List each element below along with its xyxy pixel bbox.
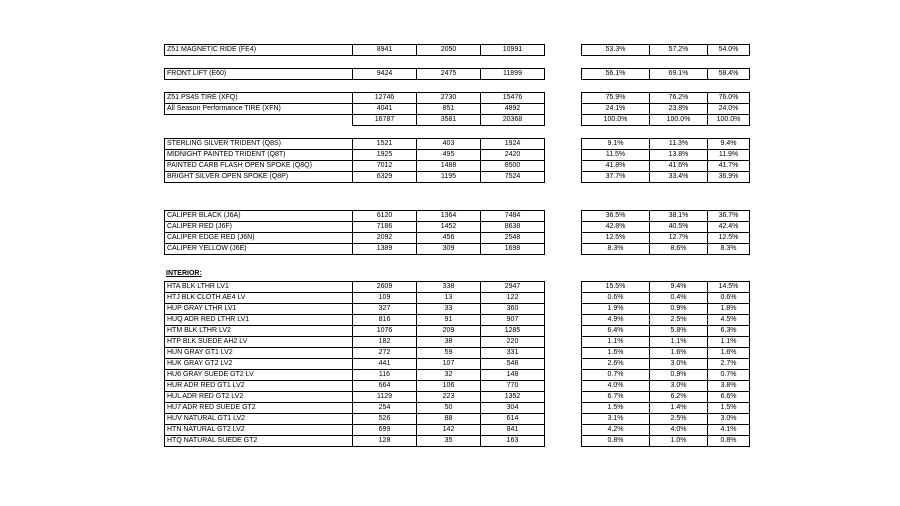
spacer-cell xyxy=(545,381,582,392)
percent-cell: 3.1% xyxy=(582,414,650,425)
percent-cell: 40.5% xyxy=(650,222,708,233)
spacer-cell xyxy=(545,150,582,161)
value-cell: 109 xyxy=(353,293,417,304)
value-cell: 1389 xyxy=(353,244,417,255)
table-row xyxy=(165,115,750,126)
value-cell: 182 xyxy=(353,337,417,348)
percent-cell: 36.9% xyxy=(708,172,750,183)
value-cell: 209 xyxy=(417,326,481,337)
value-cell: 50 xyxy=(417,403,481,414)
total-cell: 304 xyxy=(481,403,545,414)
spacer-cell xyxy=(545,370,582,381)
row-label: HUV NATURAL GT1 LV2 xyxy=(165,414,353,425)
table-row xyxy=(165,139,750,150)
percent-cell: 0.7% xyxy=(708,370,750,381)
spacer-cell xyxy=(545,348,582,359)
percent-cell: 1.4% xyxy=(650,403,708,414)
percent-cell: 4.0% xyxy=(650,425,708,436)
value-cell: 35 xyxy=(417,436,481,447)
value-cell: 664 xyxy=(353,381,417,392)
table-row xyxy=(165,381,750,392)
percent-cell: 9.4% xyxy=(650,282,708,293)
value-cell: 309 xyxy=(417,244,481,255)
value-cell: 338 xyxy=(417,282,481,293)
value-cell: 1488 xyxy=(417,161,481,172)
percent-cell: 13.8% xyxy=(650,150,708,161)
spacer-cell xyxy=(545,425,582,436)
value-cell: 456 xyxy=(417,233,481,244)
spacer-cell xyxy=(545,161,582,172)
percent-cell: 24.1% xyxy=(582,104,650,115)
percent-cell: 36.5% xyxy=(582,211,650,222)
total-cell: 10991 xyxy=(481,45,545,56)
table-row xyxy=(165,69,750,80)
row-label: FRONT LIFT (E60) xyxy=(165,69,353,80)
percent-cell: 8.3% xyxy=(708,244,750,255)
spacer-cell xyxy=(545,45,582,56)
row-label: HTM BLK LTHR LV2 xyxy=(165,326,353,337)
table-row xyxy=(165,282,750,293)
table-row xyxy=(165,304,750,315)
value-cell: 223 xyxy=(417,392,481,403)
total-cell: 7524 xyxy=(481,172,545,183)
total-cell: 8638 xyxy=(481,222,545,233)
percent-cell: 3.8% xyxy=(708,381,750,392)
value-cell: 1195 xyxy=(417,172,481,183)
percent-cell: 24.0% xyxy=(708,104,750,115)
value-cell: 16787 xyxy=(353,115,417,126)
total-cell: 11899 xyxy=(481,69,545,80)
percent-cell: 0.6% xyxy=(582,293,650,304)
spacer-cell xyxy=(545,222,582,233)
percent-cell: 33.4% xyxy=(650,172,708,183)
percent-cell: 0.4% xyxy=(650,293,708,304)
percent-cell: 0.9% xyxy=(650,304,708,315)
percent-cell: 6.7% xyxy=(582,392,650,403)
spacer-cell xyxy=(545,104,582,115)
percent-cell: 1.9% xyxy=(582,304,650,315)
total-cell: 1698 xyxy=(481,244,545,255)
value-cell: 441 xyxy=(353,359,417,370)
percent-cell: 14.5% xyxy=(708,282,750,293)
row-label: HTA BLK LTHR LV1 xyxy=(165,282,353,293)
percent-cell: 15.5% xyxy=(582,282,650,293)
percent-cell: 1.8% xyxy=(708,304,750,315)
total-cell: 614 xyxy=(481,414,545,425)
table-row xyxy=(165,150,750,161)
section-table-interior xyxy=(164,281,750,447)
percent-cell: 4.9% xyxy=(582,315,650,326)
percent-cell: 0.6% xyxy=(708,293,750,304)
percent-cell: 1.5% xyxy=(708,403,750,414)
spacer-cell xyxy=(545,244,582,255)
percent-cell: 0.8% xyxy=(708,436,750,447)
percent-cell: 5.8% xyxy=(650,326,708,337)
value-cell: 2092 xyxy=(353,233,417,244)
spacer-cell xyxy=(545,115,582,126)
spacer-cell xyxy=(545,172,582,183)
row-label: BRIGHT SILVER OPEN SPOKE (Q8P) xyxy=(165,172,353,183)
total-cell: 548 xyxy=(481,359,545,370)
value-cell: 2609 xyxy=(353,282,417,293)
percent-cell: 6.4% xyxy=(582,326,650,337)
percent-cell: 41.8% xyxy=(582,161,650,172)
value-cell: 1925 xyxy=(353,150,417,161)
table-row xyxy=(165,45,750,56)
percent-cell: 76.2% xyxy=(650,93,708,104)
total-cell: 15476 xyxy=(481,93,545,104)
table-row xyxy=(165,436,750,447)
row-label: HUQ ADR RED LTHR LV1 xyxy=(165,315,353,326)
value-cell: 33 xyxy=(417,304,481,315)
row-label: CALIPER YELLOW (J6E) xyxy=(165,244,353,255)
table-row xyxy=(165,425,750,436)
value-cell: 128 xyxy=(353,436,417,447)
percent-cell: 37.7% xyxy=(582,172,650,183)
row-label: Z51 PS4S TIRE (XFQ) xyxy=(165,93,353,104)
percent-cell: 58.4% xyxy=(708,69,750,80)
value-cell: 9424 xyxy=(353,69,417,80)
row-label: MIDNIGHT PAINTED TRIDENT (Q8T) xyxy=(165,150,353,161)
value-cell: 495 xyxy=(417,150,481,161)
value-cell: 851 xyxy=(417,104,481,115)
spacer-cell xyxy=(545,403,582,414)
row-label: HUN GRAY GT1 LV2 xyxy=(165,348,353,359)
total-cell: 841 xyxy=(481,425,545,436)
percent-cell: 41.6% xyxy=(650,161,708,172)
value-cell: 6120 xyxy=(353,211,417,222)
table-row xyxy=(165,348,750,359)
percent-cell: 23.8% xyxy=(650,104,708,115)
value-cell: 88 xyxy=(417,414,481,425)
value-cell: 7186 xyxy=(353,222,417,233)
spacer-cell xyxy=(545,414,582,425)
table-row xyxy=(165,172,750,183)
percent-cell: 2.6% xyxy=(582,359,650,370)
percent-cell: 57.2% xyxy=(650,45,708,56)
value-cell: 403 xyxy=(417,139,481,150)
percent-cell: 12.5% xyxy=(582,233,650,244)
row-label: HU6 GRAY SUEDE GT2 LV xyxy=(165,370,353,381)
percent-cell: 6.2% xyxy=(650,392,708,403)
percent-cell: 1.1% xyxy=(650,337,708,348)
value-cell: 59 xyxy=(417,348,481,359)
percent-cell: 0.9% xyxy=(650,370,708,381)
table-row xyxy=(165,359,750,370)
spacer-cell xyxy=(545,326,582,337)
percent-cell: 36.7% xyxy=(708,211,750,222)
table-row xyxy=(165,370,750,381)
value-cell: 12746 xyxy=(353,93,417,104)
percent-cell: 1.1% xyxy=(582,337,650,348)
row-label: HTP BLK SUEDE AH2 LV xyxy=(165,337,353,348)
percent-cell: 6.6% xyxy=(708,392,750,403)
total-cell: 8500 xyxy=(481,161,545,172)
value-cell: 1364 xyxy=(417,211,481,222)
row-label: HUR ADR RED GT1 LV2 xyxy=(165,381,353,392)
total-cell: 163 xyxy=(481,436,545,447)
percent-cell: 0.7% xyxy=(582,370,650,381)
table-row xyxy=(165,211,750,222)
interior-heading: INTERIOR: xyxy=(166,270,202,277)
spacer-cell xyxy=(545,315,582,326)
percent-cell: 9.4% xyxy=(708,139,750,150)
value-cell: 1452 xyxy=(417,222,481,233)
percent-cell: 9.1% xyxy=(582,139,650,150)
percent-cell: 0.8% xyxy=(582,436,650,447)
row-label: Z51 MAGNETIC RIDE (FE4) xyxy=(165,45,353,56)
percent-cell: 8.6% xyxy=(650,244,708,255)
spacer-cell xyxy=(545,233,582,244)
value-cell: 4041 xyxy=(353,104,417,115)
table-row xyxy=(165,337,750,348)
table-row xyxy=(165,326,750,337)
percent-cell: 3.0% xyxy=(650,359,708,370)
value-cell: 254 xyxy=(353,403,417,414)
value-cell: 38 xyxy=(417,337,481,348)
table-row xyxy=(165,222,750,233)
row-label xyxy=(165,115,353,126)
percent-cell: 42.8% xyxy=(582,222,650,233)
total-cell: 770 xyxy=(481,381,545,392)
percent-cell: 1.6% xyxy=(650,348,708,359)
percent-cell: 2.5% xyxy=(650,414,708,425)
table-row xyxy=(165,315,750,326)
percent-cell: 42.4% xyxy=(708,222,750,233)
total-cell: 2947 xyxy=(481,282,545,293)
value-cell: 816 xyxy=(353,315,417,326)
spacer-cell xyxy=(545,304,582,315)
table-row xyxy=(165,414,750,425)
row-label: HUL ADR RED GT2 LV2 xyxy=(165,392,353,403)
percent-cell: 8.3% xyxy=(582,244,650,255)
value-cell: 2475 xyxy=(417,69,481,80)
spacer-cell xyxy=(545,293,582,304)
value-cell: 526 xyxy=(353,414,417,425)
total-cell: 122 xyxy=(481,293,545,304)
percent-cell: 100.0% xyxy=(582,115,650,126)
value-cell: 1076 xyxy=(353,326,417,337)
percent-cell: 69.1% xyxy=(650,69,708,80)
spacer-cell xyxy=(545,436,582,447)
value-cell: 13 xyxy=(417,293,481,304)
row-label: HTN NATURAL GT2 LV2 xyxy=(165,425,353,436)
percent-cell: 4.2% xyxy=(582,425,650,436)
total-cell: 2548 xyxy=(481,233,545,244)
percent-cell: 76.0% xyxy=(708,93,750,104)
total-cell: 907 xyxy=(481,315,545,326)
percent-cell: 1.5% xyxy=(582,403,650,414)
value-cell: 106 xyxy=(417,381,481,392)
table-row xyxy=(165,104,750,115)
value-cell: 2050 xyxy=(417,45,481,56)
total-cell: 2420 xyxy=(481,150,545,161)
table-row xyxy=(165,233,750,244)
percent-cell: 12.5% xyxy=(708,233,750,244)
percent-cell: 41.7% xyxy=(708,161,750,172)
percent-cell: 3.0% xyxy=(650,381,708,392)
total-cell: 7484 xyxy=(481,211,545,222)
row-label: HU7 ADR RED SUEDE GT2 xyxy=(165,403,353,414)
total-cell: 360 xyxy=(481,304,545,315)
value-cell: 8941 xyxy=(353,45,417,56)
spacer-cell xyxy=(545,392,582,403)
percent-cell: 100.0% xyxy=(708,115,750,126)
spacer-cell xyxy=(545,337,582,348)
table-row xyxy=(165,293,750,304)
table-row xyxy=(165,244,750,255)
percent-cell: 2.5% xyxy=(650,315,708,326)
value-cell: 1129 xyxy=(353,392,417,403)
percent-cell: 11.5% xyxy=(582,150,650,161)
table-row xyxy=(165,403,750,414)
spacer-cell xyxy=(545,93,582,104)
percent-cell: 4.0% xyxy=(582,381,650,392)
total-cell: 220 xyxy=(481,337,545,348)
section-table-calipers xyxy=(164,210,750,255)
percent-cell: 3.0% xyxy=(708,414,750,425)
total-cell: 148 xyxy=(481,370,545,381)
table-row xyxy=(165,392,750,403)
value-cell: 107 xyxy=(417,359,481,370)
value-cell: 6329 xyxy=(353,172,417,183)
section-table-tires xyxy=(164,92,750,126)
percent-cell: 53.3% xyxy=(582,45,650,56)
percent-cell: 56.1% xyxy=(582,69,650,80)
percent-cell: 54.0% xyxy=(708,45,750,56)
value-cell: 1521 xyxy=(353,139,417,150)
row-label: CALIPER RED (J6F) xyxy=(165,222,353,233)
percent-cell: 1.0% xyxy=(650,436,708,447)
percent-cell: 100.0% xyxy=(650,115,708,126)
total-cell: 1924 xyxy=(481,139,545,150)
value-cell: 3581 xyxy=(417,115,481,126)
row-label: HUP GRAY LTHR LV1 xyxy=(165,304,353,315)
row-label: All Season Performance TIRE (XFN) xyxy=(165,104,353,115)
total-cell: 20368 xyxy=(481,115,545,126)
row-label: HTJ BLK CLOTH AE4 LV xyxy=(165,293,353,304)
spacer-cell xyxy=(545,139,582,150)
percent-cell: 12.7% xyxy=(650,233,708,244)
percent-cell: 1.6% xyxy=(582,348,650,359)
total-cell: 4892 xyxy=(481,104,545,115)
row-label: PAINTED CARB FLASH OPEN SPOKE (Q8Q) xyxy=(165,161,353,172)
spacer-cell xyxy=(545,211,582,222)
percent-cell: 4.5% xyxy=(708,315,750,326)
value-cell: 327 xyxy=(353,304,417,315)
table-row xyxy=(165,161,750,172)
value-cell: 699 xyxy=(353,425,417,436)
value-cell: 142 xyxy=(417,425,481,436)
row-label: STERLING SILVER TRIDENT (Q8S) xyxy=(165,139,353,150)
row-label: HTQ NATURAL SUEDE GT2 xyxy=(165,436,353,447)
value-cell: 2730 xyxy=(417,93,481,104)
row-label: CALIPER EDGE RED (J6N) xyxy=(165,233,353,244)
spacer-cell xyxy=(545,359,582,370)
percent-cell: 75.9% xyxy=(582,93,650,104)
spacer-cell xyxy=(545,69,582,80)
value-cell: 116 xyxy=(353,370,417,381)
value-cell: 91 xyxy=(417,315,481,326)
percent-cell: 11.9% xyxy=(708,150,750,161)
percent-cell: 4.1% xyxy=(708,425,750,436)
value-cell: 7012 xyxy=(353,161,417,172)
total-cell: 1352 xyxy=(481,392,545,403)
section-table-z51-magnetic xyxy=(164,44,750,56)
row-label: HUK GRAY GT2 LV2 xyxy=(165,359,353,370)
spacer-cell xyxy=(545,282,582,293)
section-table-wheels xyxy=(164,138,750,183)
total-cell: 1285 xyxy=(481,326,545,337)
section-table-front-lift xyxy=(164,68,750,80)
percent-cell: 2.7% xyxy=(708,359,750,370)
value-cell: 32 xyxy=(417,370,481,381)
percent-cell: 1.6% xyxy=(708,348,750,359)
value-cell: 272 xyxy=(353,348,417,359)
row-label: CALIPER BLACK (J6A) xyxy=(165,211,353,222)
percent-cell: 6.3% xyxy=(708,326,750,337)
percent-cell: 11.3% xyxy=(650,139,708,150)
percent-cell: 1.1% xyxy=(708,337,750,348)
total-cell: 331 xyxy=(481,348,545,359)
percent-cell: 38.1% xyxy=(650,211,708,222)
table-row xyxy=(165,93,750,104)
